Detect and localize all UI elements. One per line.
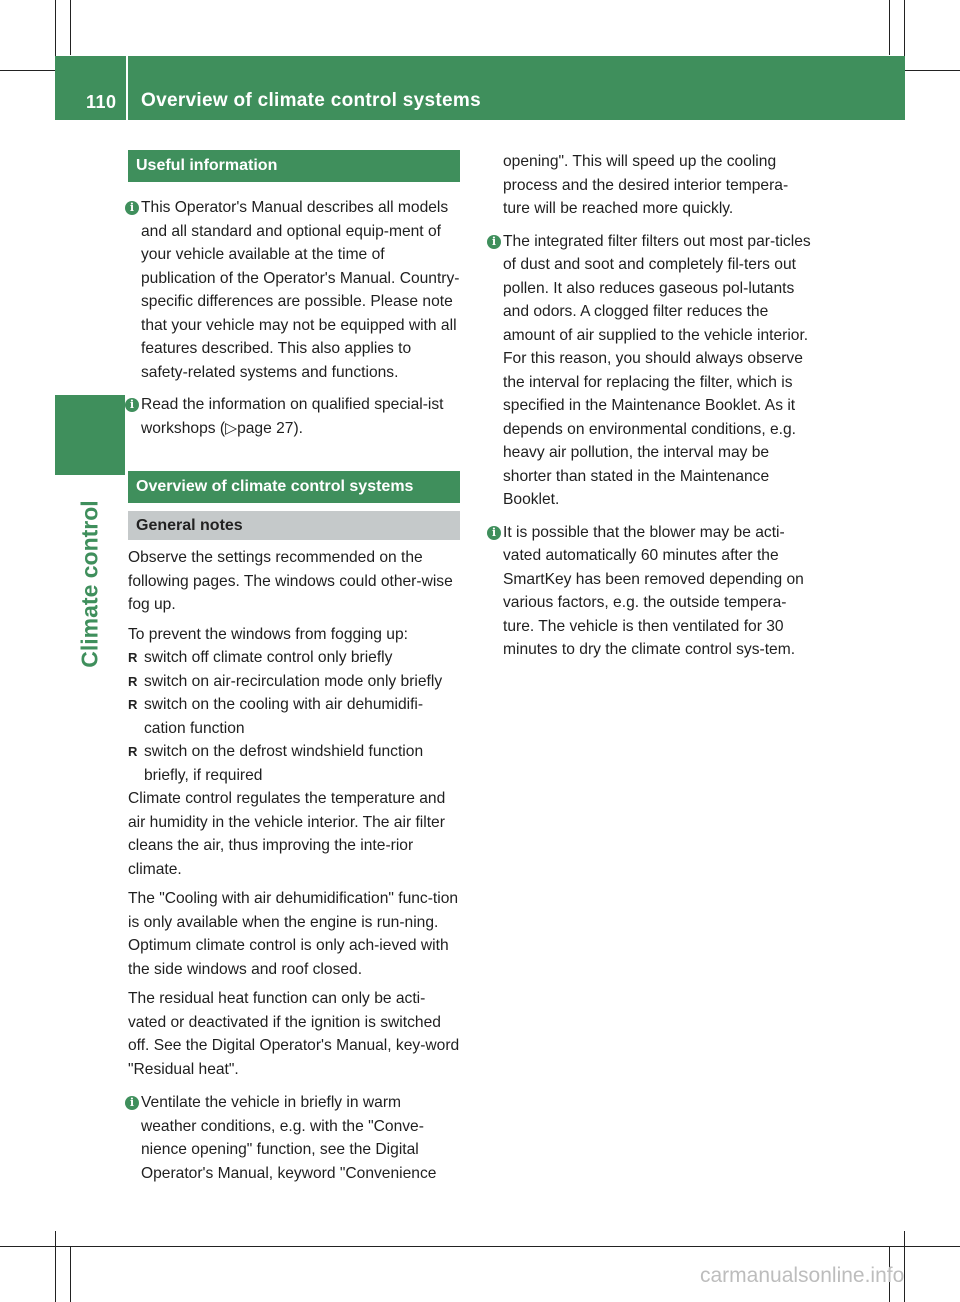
info-icon: i [487,526,501,540]
note-text: The integrated filter filters out most par-ticles of dust and soot and completely fil-ters out pollen. It also reduces gaseous pol-lutants and odors. A clogged filter reduces the amount of air supplied to the vehicle interior. For this reason, you should always observe the interval for replacing the filter, which is specified in the Maintenance Booklet. As it depends on environmental conditions, e.g. heavy air pollution, the interval may be shorter than stated in the Maintenance Booklet. [503,232,811,508]
note-text-part: Read the information on qualified special-ist workshops ( [141,396,444,437]
info-icon: i [125,398,139,412]
list-item: R switch on the defrost windshield function briefly, if required [128,740,460,787]
overview-section-header: Overview of climate control systems [128,471,460,503]
crop-mark [70,1246,71,1302]
list-item: R switch on air-recirculation mode only briefly [128,670,460,694]
note-text [141,393,460,440]
paragraph: The residual heat function can only be acti-vated or deactivated if the ignition is switched off. See the Digital Operator's Manual, key-word "Residual heat". [128,990,460,1078]
paragraph-continued: opening". This will speed up the cooling process and the desired interior tempera-ture will be reached more quickly. [503,153,789,217]
info-icon: i [487,235,501,249]
paragraph: Observe the settings recommended on the following pages. The windows could other-wise fog up. [128,549,453,613]
general-notes-header: General notes [128,511,460,540]
list-item: R switch off climate control only briefly [128,646,460,670]
crop-mark [70,0,71,55]
note-text-part: ). [293,419,303,437]
info-icon: i [125,201,139,215]
paragraph: Climate control regulates the temperature and air humidity in the vehicle interior. The air filter cleans the air, thus improving the inte-rior climate. [128,790,446,878]
left-column [128,150,460,1194]
useful-information-header: Useful information [128,150,460,182]
info-note [128,1091,460,1185]
watermark: carmanualsonline.info [700,1264,905,1287]
page-reference-link[interactable]: page 27 [237,419,294,437]
section-side-label: Climate control [76,500,103,668]
note-text: This Operator's Manual describes all models and all standard and optional equip-ment of your vehicle available at the time of publication of the Operator's Manual. Country-specific differences are possible. Please note that your vehicle may not be equipped with all features described. This also applies to safety-related systems and functions. [141,199,460,381]
crop-mark [889,0,890,55]
crop-mark [0,1246,960,1247]
right-column [490,150,812,671]
info-note [128,196,460,384]
arrow-icon: ▷ [225,419,238,437]
paragraph: The "Cooling with air dehumidification" func-tion is only available when the engine is run-ning. Optimum climate control is only ach-ieved with the side windows and roof closed. [128,890,459,978]
info-note [490,521,812,662]
side-tab [55,395,125,475]
header-divider [126,56,128,120]
page-number: 110 [86,92,117,112]
bullet-list [128,646,460,787]
info-note [128,393,460,440]
list-item: R switch on the cooling with air dehumidifi-cation function [128,693,460,740]
note-text: Ventilate the vehicle in briefly in warm weather conditions, e.g. with the "Conve-nience opening" function, see the Digital Operator's Manual, keyword "Convenience [141,1094,437,1182]
page-title: Overview of climate control systems [141,90,481,111]
info-note [490,230,812,512]
note-text: It is possible that the blower may be acti-vated automatically 60 minutes after the SmartKey has been removed depending on various factors, e.g. the outside tempera-ture. The vehicle is then ventilated for 30 minutes to dry the climate control sys-tem. [503,523,804,658]
paragraph: To prevent the windows from fogging up: [128,625,408,643]
info-icon: i [125,1096,139,1110]
crop-mark [55,1231,56,1302]
